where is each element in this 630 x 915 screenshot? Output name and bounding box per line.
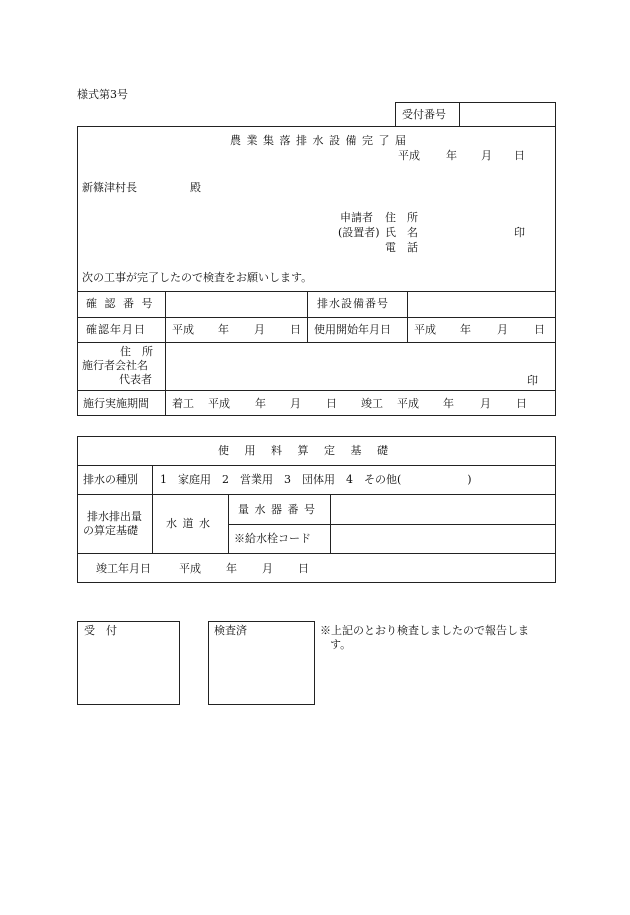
water-label: 水 道 水 xyxy=(166,517,211,530)
confirm-date-year: 年 xyxy=(218,323,229,336)
end-label: 竣工 xyxy=(361,397,383,410)
fee-calculation-table xyxy=(77,436,556,583)
drain-type-options: 1 家庭用 2 営業用 3 団体用 4 その他( ) xyxy=(160,473,472,486)
inspection-note-line2: す。 xyxy=(330,638,352,651)
start-year: 年 xyxy=(255,397,266,410)
date-month: 月 xyxy=(481,149,492,162)
row-divider xyxy=(77,494,556,495)
col-divider xyxy=(330,494,331,553)
confirm-date-era: 平成 xyxy=(172,323,194,336)
col-divider xyxy=(307,291,308,342)
start-era: 平成 xyxy=(208,397,230,410)
reception-label: 受 付 xyxy=(84,624,117,637)
applicant-seal: 印 xyxy=(514,226,525,239)
completion-date-label: 竣工年月日 xyxy=(96,562,151,575)
calc-basis-label-2: の算定基礎 xyxy=(83,524,138,537)
receipt-number-label: 受付番号 xyxy=(402,108,446,121)
end-era: 平成 xyxy=(397,397,419,410)
end-month: 月 xyxy=(480,397,491,410)
row-divider xyxy=(228,524,556,525)
row-divider xyxy=(77,317,556,318)
row-divider xyxy=(77,390,556,391)
contractor-rep-label: 代表者 xyxy=(119,373,152,386)
confirm-no-label: 確 認 番 号 xyxy=(86,297,155,310)
applicant-role: 申請者 xyxy=(340,211,373,224)
confirm-date-label: 確認年月日 xyxy=(86,323,146,336)
col-divider xyxy=(407,291,408,342)
row-divider xyxy=(77,291,556,292)
installer-role: (設置者) xyxy=(338,226,380,239)
end-year: 年 xyxy=(443,397,454,410)
contractor-seal: 印 xyxy=(527,374,538,387)
col-divider xyxy=(228,494,229,553)
form-title: 農 業 集 落 排 水 設 備 完 了 届 xyxy=(230,134,407,147)
name-label: 氏 名 xyxy=(385,226,418,239)
start-label: 着工 xyxy=(172,397,194,410)
address-label: 住 所 xyxy=(385,211,418,224)
contractor-address-label: 住 所 xyxy=(120,345,153,358)
contractor-company-label: 施行者会社名 xyxy=(82,359,148,372)
start-month: 月 xyxy=(290,397,301,410)
date-era: 平成 xyxy=(398,149,420,162)
honorific: 殿 xyxy=(190,181,201,194)
start-use-era: 平成 xyxy=(414,323,436,336)
drain-type-label: 排水の種別 xyxy=(83,473,138,486)
completion-month: 月 xyxy=(262,562,273,575)
inspected-label: 検査済 xyxy=(214,624,247,637)
end-day: 日 xyxy=(516,397,527,410)
meter-no-label: 量 水 器 番 号 xyxy=(238,503,316,516)
phone-label: 電 話 xyxy=(385,241,418,254)
col-divider xyxy=(152,465,153,553)
row-divider xyxy=(77,342,556,343)
confirm-date-day: 日 xyxy=(290,323,301,336)
start-use-month: 月 xyxy=(497,323,508,336)
completion-day: 日 xyxy=(298,562,309,575)
start-day: 日 xyxy=(326,397,337,410)
date-year: 年 xyxy=(446,149,457,162)
calc-basis-label-1: 排水排出量 xyxy=(87,510,142,523)
row-divider xyxy=(77,553,556,554)
completion-era: 平成 xyxy=(179,562,201,575)
inspection-note-line1: ※上記のとおり検査しましたので報告しま xyxy=(320,624,529,637)
start-use-year: 年 xyxy=(460,323,471,336)
start-use-day: 日 xyxy=(534,323,545,336)
row-divider xyxy=(77,465,556,466)
start-use-label: 使用開始年月日 xyxy=(314,323,391,336)
completion-year: 年 xyxy=(226,562,237,575)
confirm-date-month: 月 xyxy=(254,323,265,336)
period-label: 施行実施期間 xyxy=(83,397,149,410)
facility-no-label: 排水設備番号 xyxy=(317,297,389,310)
tap-code-label: ※給水栓コード xyxy=(234,532,311,545)
request-text: 次の工事が完了したので検査をお願いします。 xyxy=(82,271,313,284)
divider xyxy=(459,102,460,127)
date-day: 日 xyxy=(514,149,525,162)
fee-title: 使 用 料 算 定 基 礎 xyxy=(218,444,394,457)
col-divider xyxy=(165,291,166,416)
addressee: 新篠津村長 xyxy=(82,181,137,194)
form-number: 様式第3号 xyxy=(77,88,128,101)
